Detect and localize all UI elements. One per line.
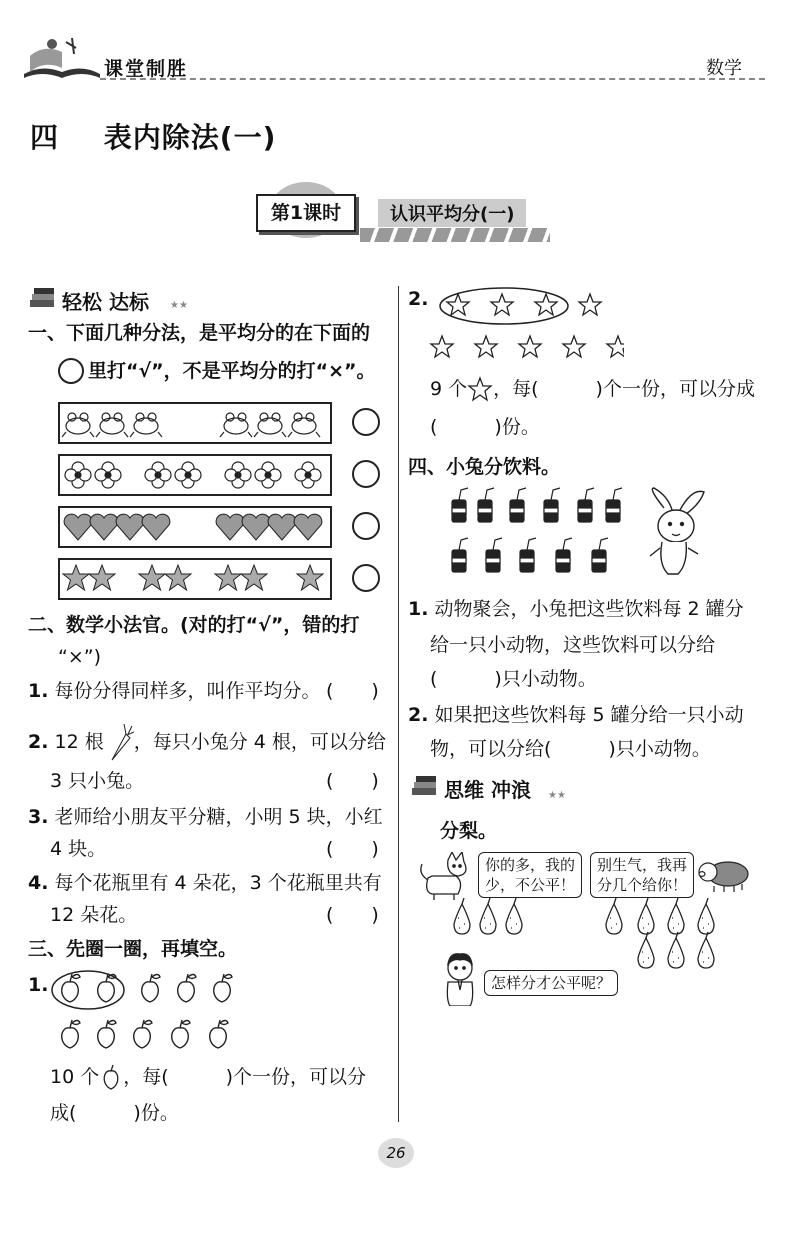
pig-speech-line1: 别生气，我再 (597, 856, 688, 874)
header-divider (100, 78, 765, 80)
q2-item-3 (28, 802, 383, 832)
q3-item-2-num: 2. (408, 288, 429, 310)
apple-icon (99, 1063, 123, 1091)
q2-item-2 (28, 722, 386, 762)
q2-item-4-text: 每个花瓶里有 4 朵花，3 个花瓶里共有 (54, 872, 382, 894)
q1-text-a: 一、下面几种分法，是平均分的在下面的 (28, 322, 371, 344)
q2-item-3-text: 老师给小朋友平分糖，小明 5 块，小红 (54, 806, 383, 828)
cat-speech-bubble (478, 852, 582, 898)
q2-title-a: 二、数学小法官。(对的打“√”，错的打 (28, 614, 360, 636)
flowers-box (58, 454, 332, 496)
q4-item-1-line2: 给一只小动物，这些饮料可以分给 (430, 634, 716, 656)
q3-title: 三、先圈一圈，再填空。 (28, 938, 238, 960)
flowers-icon (60, 456, 330, 494)
cat-icon (418, 852, 476, 900)
chapter-title: 表内除法(一) (103, 121, 277, 154)
header-title: 课堂制胜 (104, 58, 189, 80)
q2-item-4-num: 4. (28, 872, 49, 894)
q2-item-1-paren[interactable]: ( ) (326, 680, 379, 702)
frogs-icon (60, 404, 330, 442)
drinks-icon (448, 486, 728, 578)
hearts-icon (60, 508, 330, 546)
pig-speech-bubble (590, 852, 694, 898)
q3-item-1-line2: 成( )份。 (50, 1102, 179, 1124)
cat-speech-line1: 你的多，我的 (485, 856, 576, 874)
think-task: 分梨。 (440, 820, 498, 842)
q3-item-2-text-a: 9 个 (430, 378, 468, 400)
lesson-topic: 认识平均分(一) (378, 199, 526, 227)
q3-item-2-line2: ( )份。 (430, 416, 540, 438)
q1-text-b-row (58, 356, 376, 386)
boy-icon (438, 950, 482, 1006)
pears-icon (450, 898, 730, 970)
pig-speech-line2: 分几个给你！ (597, 876, 688, 894)
q2-item-1-num: 1. (28, 680, 49, 702)
q2-item-3-paren[interactable]: ( ) (326, 838, 379, 860)
apples-icon (50, 968, 250, 1054)
q3-item-1-text-b: ，每( )个一份，可以分 (123, 1066, 367, 1088)
q4-item-1 (408, 594, 744, 624)
q2-item-1-text: 每份分得同样多，叫作平均分。 (54, 680, 321, 702)
q3-item-1-line1 (50, 1062, 366, 1092)
page-number: 26 (378, 1138, 414, 1168)
answer-circle-icon (58, 358, 84, 384)
q2-item-3-num: 3. (28, 806, 49, 828)
q4-item-2-line2[interactable]: 物，可以分给( )只小动物。 (430, 738, 711, 760)
q3-item-2-text-b: ，每( )个一份，可以分成 (493, 378, 755, 400)
books-icon (410, 774, 440, 798)
answer-circle-3[interactable] (352, 512, 380, 540)
q2-item-4-line2: 12 朵花。 (50, 904, 138, 926)
q4-item-1-line1: 动物聚会，小兔把这些饮料每 2 罐分 (434, 598, 744, 620)
pig-icon (696, 854, 752, 894)
boy-speech-bubble: 怎样分才公平呢？ (484, 970, 618, 996)
stars-box (58, 558, 332, 600)
q2-title (28, 610, 359, 640)
stars-deco: ★★ (170, 300, 188, 311)
stars-group-icon (424, 284, 624, 368)
q2-item-2-text-b: ，每只小兔分 4 根，可以分给 (133, 731, 386, 753)
hearts-box (58, 506, 332, 548)
q2-item-2-text-a: 12 根 (54, 731, 104, 753)
header-subject: 数学 (706, 58, 742, 79)
carrot-icon (104, 722, 134, 762)
q2-item-2-num: 2. (28, 731, 49, 753)
answer-circle-1[interactable] (352, 408, 380, 436)
q4-item-2-num: 2. (408, 704, 429, 726)
q2-item-4 (28, 868, 382, 898)
q3-item-2-line1 (430, 374, 755, 404)
section-think-title: 思维 冲浪 (444, 778, 531, 802)
frogs-box (58, 402, 332, 444)
book-logo-icon (22, 34, 102, 80)
q2-item-1 (28, 676, 321, 706)
chapter-heading (30, 116, 276, 156)
q3-item-1-text-a: 10 个 (50, 1066, 100, 1088)
section-easy-title: 轻松 达标 (62, 290, 149, 314)
lesson-stripes (360, 228, 550, 242)
stars-deco: ★★ (548, 790, 566, 801)
cat-speech-line2: 少，不公平！ (485, 876, 576, 894)
chapter-number: 四 (30, 121, 60, 154)
q4-item-1-num: 1. (408, 598, 429, 620)
column-divider (398, 286, 399, 1122)
q2-item-4-paren[interactable]: ( ) (326, 904, 379, 926)
q3-item-1-num: 1. (28, 974, 49, 996)
q4-title: 四、小兔分饮料。 (408, 456, 561, 478)
books-icon (28, 286, 58, 310)
q2-item-2-paren[interactable]: ( ) (326, 770, 379, 792)
stars-icon (60, 560, 330, 598)
q2-item-3-line2: 4 块。 (50, 838, 107, 860)
q4-item-2-line1: 如果把这些饮料每 5 罐分给一只小动 (434, 704, 744, 726)
q4-item-2 (408, 700, 744, 730)
q2-title-b: “×”) (58, 646, 102, 668)
q2-item-2-line2: 3 只小兔。 (50, 770, 145, 792)
star-icon (467, 376, 493, 402)
answer-circle-2[interactable] (352, 460, 380, 488)
q1-text-b: 里打“√”，不是平均分的打“×”。 (88, 360, 376, 382)
lesson-badge: 第1课时 (256, 194, 356, 232)
q4-item-1-line3[interactable]: ( )只小动物。 (430, 668, 597, 690)
answer-circle-4[interactable] (352, 564, 380, 592)
